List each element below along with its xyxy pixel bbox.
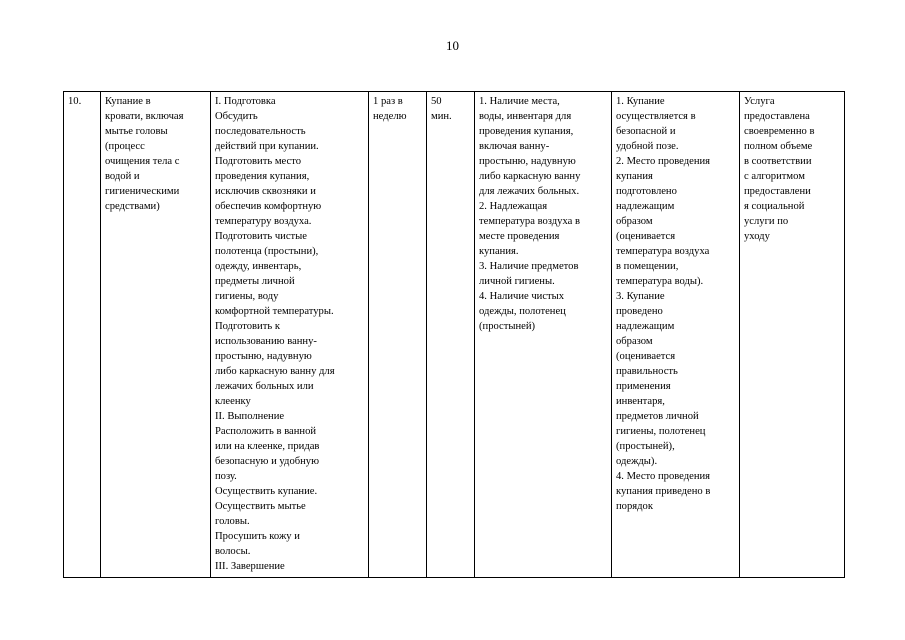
row-number: 10. xyxy=(68,96,82,107)
text-line: (оценивается xyxy=(616,351,676,362)
quality-indicators-cell xyxy=(612,92,740,578)
text-line: 2. Надлежащая xyxy=(479,201,548,212)
row-number-cell xyxy=(64,92,101,578)
table-row xyxy=(64,92,845,578)
result-cell xyxy=(740,92,845,578)
text-line: правильность xyxy=(616,366,678,377)
text-line: волосы. xyxy=(215,546,251,557)
text-line: действий при купании. xyxy=(215,141,319,152)
text-line: клеенку xyxy=(215,396,251,407)
text-line: III. Завершение xyxy=(215,561,285,572)
text-line: либо каркасную ванну для xyxy=(215,366,335,377)
text-line: применения xyxy=(616,381,671,392)
text-line: Осуществить мытье xyxy=(215,501,306,512)
text-line: (оценивается xyxy=(616,231,676,242)
text-line: осуществляется в xyxy=(616,111,696,122)
text-line: надлежащим xyxy=(616,321,675,332)
text-line: с алгоритмом xyxy=(744,171,805,182)
page-number: 10 xyxy=(446,38,459,53)
text-line: гигиеническими xyxy=(105,186,180,197)
text-line: своевременно в xyxy=(744,126,815,137)
text-line: головы. xyxy=(215,516,250,527)
text-line: либо каркасную ванну xyxy=(479,171,581,182)
text-line: Подготовить место xyxy=(215,156,301,167)
text-line: средствами) xyxy=(105,201,160,212)
text-line: образом xyxy=(616,216,653,227)
text-line: 4. Место проведения xyxy=(616,471,711,482)
text-line: I. Подготовка xyxy=(215,96,276,107)
text-line: образом xyxy=(616,336,653,347)
text-line: 3. Купание xyxy=(616,291,665,302)
result-text xyxy=(744,94,840,244)
text-line: температура воздуха в xyxy=(479,216,580,227)
text-line: или на клеенке, придав xyxy=(215,441,320,452)
text-line: проведения купания, xyxy=(215,171,310,182)
text-line: очищения тела с xyxy=(105,156,180,167)
text-line: простыню, надувную xyxy=(479,156,576,167)
text-line: услуги по xyxy=(744,216,789,227)
text-line: Услуга xyxy=(744,96,775,107)
text-line: 2. Место проведения xyxy=(616,156,711,167)
text-line: температуру воздуха. xyxy=(215,216,312,227)
text-line: включая ванну- xyxy=(479,141,550,152)
text-line: для лежачих больных. xyxy=(479,186,580,197)
text-line: Расположить в ванной xyxy=(215,426,317,437)
procedure-text xyxy=(215,94,364,574)
text-line: (простыней) xyxy=(479,321,536,332)
text-line: проведено xyxy=(616,306,663,317)
text-line: кровати, включая xyxy=(105,111,184,122)
text-line: уходу xyxy=(744,231,770,242)
text-line: водой и xyxy=(105,171,140,182)
text-line: купания xyxy=(616,171,653,182)
text-line: (простыней), xyxy=(616,441,675,452)
text-line: мытье головы xyxy=(105,126,168,137)
text-line: 3. Наличие предметов xyxy=(479,261,579,272)
procedure-cell xyxy=(211,92,369,578)
text-line: я социальной xyxy=(744,201,805,212)
text-line: обеспечив комфортную xyxy=(215,201,322,212)
text-line: одежду, инвентарь, xyxy=(215,261,302,272)
text-line: последовательность xyxy=(215,126,306,137)
text-line: предоставлени xyxy=(744,186,811,197)
text-line: воды, инвентаря для xyxy=(479,111,572,122)
text-line: купания приведено в xyxy=(616,486,711,497)
text-line: порядок xyxy=(616,501,653,512)
text-line: предметы личной xyxy=(215,276,295,287)
duration-text xyxy=(431,94,470,124)
text-line: проведения купания, xyxy=(479,126,574,137)
text-line: надлежащим xyxy=(616,201,675,212)
conditions-text xyxy=(479,94,607,334)
text-line: Просушить кожу и xyxy=(215,531,300,542)
duration-cell xyxy=(427,92,475,578)
text-line: (процесс xyxy=(105,141,145,152)
text-line: предоставлена xyxy=(744,111,810,122)
conditions-cell xyxy=(475,92,612,578)
text-line: Обсудить xyxy=(215,111,258,122)
text-line: одежды). xyxy=(616,456,658,467)
text-line: исключив сквозняки и xyxy=(215,186,316,197)
service-standards-table xyxy=(63,91,845,578)
text-line: комфортной температуры. xyxy=(215,306,334,317)
text-line: купания. xyxy=(479,246,519,257)
text-line: II. Выполнение xyxy=(215,411,285,422)
text-line: предметов личной xyxy=(616,411,699,422)
frequency-text xyxy=(373,94,422,124)
text-line: простыню, надувную xyxy=(215,351,312,362)
text-line: температура воды). xyxy=(616,276,704,287)
text-line: безопасной и xyxy=(616,126,676,137)
text-line: в соответствии xyxy=(744,156,812,167)
text-line: месте проведения xyxy=(479,231,560,242)
frequency-cell xyxy=(369,92,427,578)
text-line: подготовлено xyxy=(616,186,677,197)
text-line: 50 xyxy=(431,96,442,107)
text-line: гигиены, полотенец xyxy=(616,426,706,437)
text-line: лежачих больных или xyxy=(215,381,314,392)
text-line: Подготовить к xyxy=(215,321,280,332)
text-line: одежды, полотенец xyxy=(479,306,566,317)
text-line: инвентаря, xyxy=(616,396,665,407)
text-line: мин. xyxy=(431,111,452,122)
text-line: полотенца (простыни), xyxy=(215,246,319,257)
text-line: использованию ванну- xyxy=(215,336,317,347)
text-line: 1. Наличие места, xyxy=(479,96,560,107)
text-line: удобной позе. xyxy=(616,141,679,152)
service-name-text xyxy=(105,94,206,214)
text-line: неделю xyxy=(373,111,407,122)
service-name-cell xyxy=(101,92,211,578)
text-line: Осуществить купание. xyxy=(215,486,318,497)
text-line: 1. Купание xyxy=(616,96,665,107)
text-line: позу. xyxy=(215,471,237,482)
text-line: Подготовить чистые xyxy=(215,231,307,242)
quality-indicators-text xyxy=(616,94,735,514)
text-line: температура воздуха xyxy=(616,246,710,257)
text-line: Купание в xyxy=(105,96,151,107)
text-line: 4. Наличие чистых xyxy=(479,291,565,302)
text-line: личной гигиены. xyxy=(479,276,555,287)
text-line: безопасную и удобную xyxy=(215,456,320,467)
text-line: в помещении, xyxy=(616,261,679,272)
text-line: полном объеме xyxy=(744,141,813,152)
text-line: гигиены, воду xyxy=(215,291,279,302)
text-line: 1 раз в xyxy=(373,96,403,107)
